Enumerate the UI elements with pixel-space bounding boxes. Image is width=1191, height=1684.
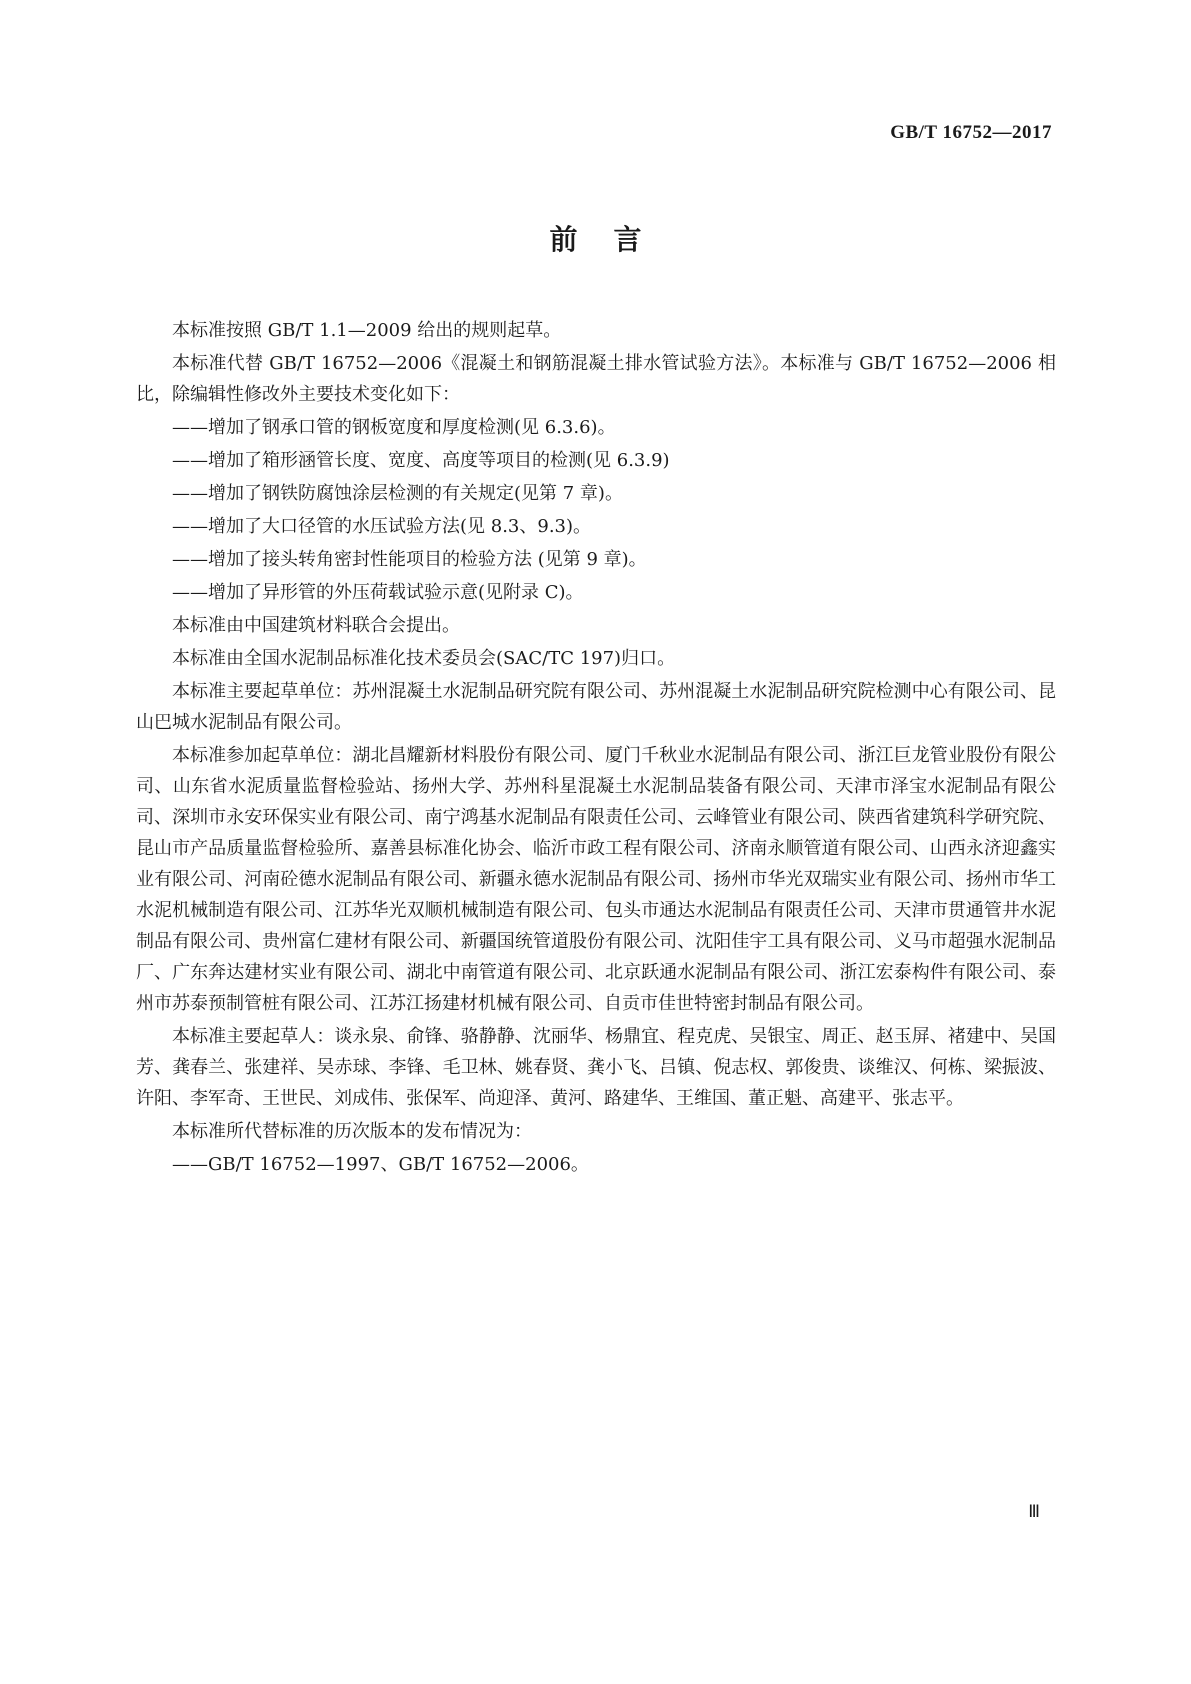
list-item: ——增加了钢承口管的钢板宽度和厚度检测(见 6.3.6)。 (172, 417, 616, 438)
paragraph: 本标准按照 GB/T 1.1—2009 给出的规则起草。 (172, 320, 562, 341)
list-item: ——增加了接头转角密封性能项目的检验方法 (见第 9 章)。 (172, 549, 647, 570)
paragraph: 本标准所代替标准的历次版本的发布情况为： (172, 1121, 532, 1142)
page-title: 前言 (549, 223, 678, 256)
page-number: Ⅲ (1028, 1502, 1040, 1521)
paragraph: 本标准主要起草单位：苏州混凝土水泥制品研究院有限公司、苏州混凝土水泥制品研究院检测中心有限公司、昆山巴城水泥制品有限公司。 (136, 681, 1056, 733)
paragraph: 本标准由中国建筑材料联合会提出。 (172, 615, 460, 636)
foreword-body (136, 315, 1056, 1182)
list-item: ——GB/T 16752—1997、GB/T 16752—2006。 (172, 1154, 589, 1175)
list-item: ——增加了箱形涵管长度、宽度、高度等项目的检测(见 6.3.9) (172, 450, 670, 471)
list-item: ——增加了大口径管的水压试验方法(见 8.3、9.3)。 (172, 516, 592, 537)
paragraph: 本标准由全国水泥制品标准化技术委员会(SAC/TC 197)归口。 (172, 648, 676, 669)
paragraph: 本标准主要起草人：谈永泉、俞锋、骆静静、沈丽华、杨鼎宜、程克虎、吴银宝、周正、赵玉屏、褚建中、吴国芳、龚春兰、张建祥、吴赤球、李锋、毛卫林、姚春贤、龚小飞、吕镇、倪志权、郭俊贵、谈维汉、何栋、梁振波、许阳、李军奇、王世民、刘成伟、张保军、尚迎泽、黄河、路建华、王维国、董正魁、高建平、张志平。 (136, 1026, 1056, 1109)
list-item: ——增加了异形管的外压荷载试验示意(见附录 C)。 (172, 582, 584, 603)
list-item: ——增加了钢铁防腐蚀涂层检测的有关规定(见第 7 章)。 (172, 483, 623, 504)
standard-code: GB/T 16752—2017 (890, 122, 1052, 143)
paragraph: 本标准参加起草单位：湖北昌耀新材料股份有限公司、厦门千秋业水泥制品有限公司、浙江巨龙管业股份有限公司、山东省水泥质量监督检验站、扬州大学、苏州科星混凝土水泥制品装备有限公司、天津市泽宝水泥制品有限公司、深圳市永安环保实业有限公司、南宁鸿基水泥制品有限责任公司、云峰管业有限公司、陕西省建筑科学研究院、昆山市产品质量监督检验所、嘉善县标准化协会、临沂市政工程有限公司、济南永顺管道有限公司、山西永济迎鑫实业有限公司、河南砼德水泥制品有限公司、新疆永德水泥制品有限公司、扬州市华光双瑞实业有限公司、扬州市华工水泥机械制造有限公司、江苏华光双顺机械制造有限公司、包头市通达水泥制品有限责任公司、天津市贯通管井水泥制品有限公司、贵州富仁建材有限公司、新疆国统管道股份有限公司、沈阳佳宇工具有限公司、义马市超强水泥制品厂、广东奔达建材实业有限公司、湖北中南管道有限公司、北京跃通水泥制品有限公司、浙江宏泰构件有限公司、泰州市苏泰预制管桩有限公司、江苏江扬建材机械有限公司、自贡市佳世特密封制品有限公司。 (136, 745, 1056, 1014)
paragraph: 本标准代替 GB/T 16752—2006《混凝土和钢筋混凝土排水管试验方法》。本标准与 GB/T 16752—2006 相比，除编辑性修改外主要技术变化如下： (136, 353, 1056, 405)
